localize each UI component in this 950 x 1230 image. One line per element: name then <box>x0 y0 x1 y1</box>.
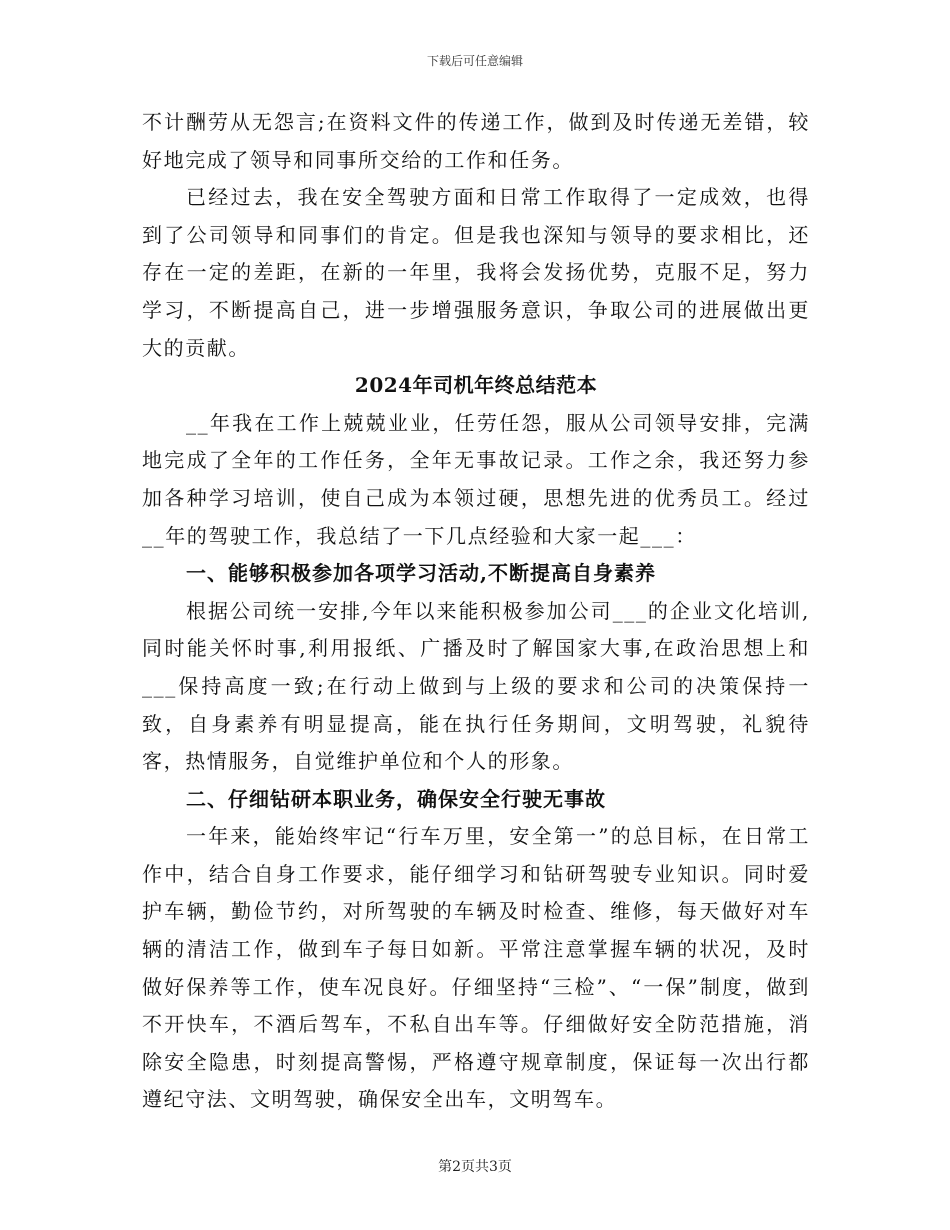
section-heading-1: 一、能够积极参加各项学习活动,不断提高自身素养 <box>186 561 656 586</box>
document-title: 2024年司机年终总结范本 <box>354 373 598 398</box>
page-number: 第2页共3页 <box>438 1159 512 1175</box>
paragraph-continuation: 不计酬劳从无怨言;在资料文件的传递工作，做到及时传递无差错，较好地完成了领导和同事所交给的工作和任务。 <box>142 110 810 172</box>
paragraph-section-2: 一年来，能始终牢记“行车万里，安全第一”的总目标，在日常工作中，结合自身工作要求，能仔细学习和钻研驾驶专业知识。同时爱护车辆，勤俭节约，对所驾驶的车辆及时检查、维修，每天做好对车辆的清洁工作，做到车子每日如新。平常注意掌握车辆的状况，及时做好保养等工作，使车况良好。仔细坚持“三检”、“一保”制度，做到不开快车，不酒后驾车，不私自出车等。仔细做好安全防范措施，消除安全隐患，时刻提高警惕，严格遵守规章制度，保证每一次出行都遵纪守法、文明驾驶，确保安全出车，文明驾车。 <box>142 824 810 1112</box>
paragraph-intro: __年我在工作上兢兢业业，任劳任怨，服从公司领导安排，完满地完成了全年的工作任务，全年无事故记录。工作之余，我还努力参加各种学习培训，使自己成为本领过硬，思想先进的优秀员工。经过__年的驾驶工作，我总结了一下几点经验和大家一起___： <box>142 410 810 548</box>
paragraph-conclusion: 已经过去，我在安全驾驶方面和日常工作取得了一定成效，也得到了公司领导和同事们的肯定。但是我也深知与领导的要求相比，还存在一定的差距，在新的一年里，我将会发扬优势，克服不足，努力学习，不断提高自己，进一步增强服务意识，争取公司的进展做出更大的贡献。 <box>142 185 810 360</box>
section-heading-2: 二、仔细钻研本职业务，确保安全行驶无事故 <box>186 786 606 811</box>
document-body <box>142 104 810 1119</box>
paragraph-section-1: 根据公司统一安排,今年以来能积极参加公司___的企业文化培训,同时能关怀时事,利用报纸、广播及时了解国家大事,在政治思想上和___保持高度一致;在行动上做到与上级的要求和公司的决策保持一致，自身素养有明显提高，能在执行任务期间，文明驾驶，礼貌待客，热情服务，自觉维护单位和个人的形象。 <box>142 598 810 774</box>
page-header: 下载后可任意编辑 <box>426 54 523 68</box>
